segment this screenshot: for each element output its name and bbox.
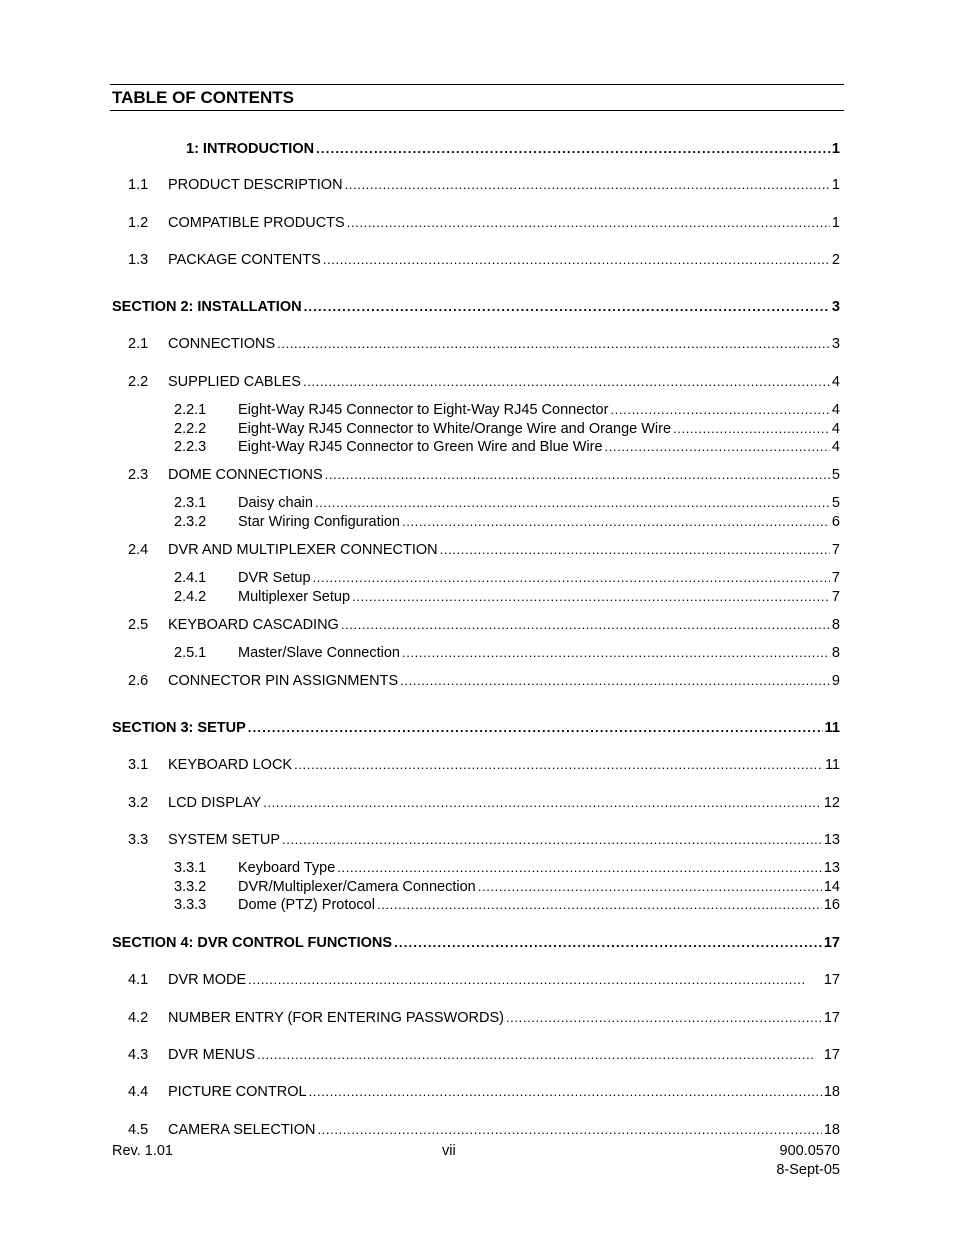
toc-entry[interactable] [174,878,840,896]
footer-date: 8-Sept-05 [776,1162,840,1178]
toc-entry-number: 3.3.1 [174,860,207,876]
toc-entry[interactable] [128,1009,840,1027]
toc-entry[interactable] [174,588,840,606]
toc-entry-label: NUMBER ENTRY (FOR ENTERING PASSWORDS) [168,1010,504,1026]
toc-entry-number: 4.4 [128,1084,149,1100]
toc-entry-label: DVR AND MULTIPLEXER CONNECTION [168,542,438,558]
toc-entry[interactable] [174,859,840,877]
toc-entry-page: 2 [831,252,840,268]
toc-entry[interactable] [128,971,840,989]
toc-entry-number: 2.3.1 [174,495,207,511]
toc-entry-page: 3 [831,299,840,315]
toc-entry[interactable] [174,438,840,456]
toc-entry-number: 2.2.1 [174,402,207,418]
toc-entry-label: SYSTEM SETUP [168,832,280,848]
toc-entry-page: 4 [831,402,840,418]
toc-entry-label: Daisy chain [238,495,313,511]
toc-entry-page: 12 [823,795,840,811]
dot-leader [610,401,829,419]
toc-entry[interactable] [128,831,840,849]
toc-entry-page: 11 [824,757,840,773]
toc-entry-page: 7 [831,542,840,558]
toc-entry[interactable] [174,494,840,512]
toc-entry-page: 4 [831,374,840,390]
dot-leader [248,971,822,989]
toc-entry-label: LCD DISPLAY [168,795,262,811]
toc-entry-number: 1.1 [128,177,149,193]
dot-leader [277,335,830,353]
toc-entry-page: 18 [823,1122,840,1138]
dot-leader [394,934,822,952]
dot-leader [303,373,830,391]
toc-entry[interactable] [128,1083,840,1101]
toc-entry-page: 5 [831,467,840,483]
toc-entry-page: 7 [831,589,840,605]
toc-entry-label: DOME CONNECTIONS [168,467,323,483]
toc-entry[interactable] [128,541,840,559]
toc-entry[interactable] [128,672,840,690]
toc-entry-label: CAMERA SELECTION [168,1122,316,1138]
toc-entry-label: DVR MODE [168,972,247,988]
toc-entry[interactable] [174,401,840,419]
toc-entry-number: 2.2.3 [174,439,207,455]
toc-entry[interactable] [112,719,840,737]
toc-entry-page: 17 [823,972,840,988]
dot-leader [325,466,830,484]
dot-leader [263,794,822,812]
toc-entry-page: 9 [831,673,840,689]
footer-page-number: vii [442,1143,456,1159]
dot-leader [317,1121,821,1139]
toc-entry[interactable] [128,794,840,812]
toc-entry-page: 3 [831,336,840,352]
toc-entry[interactable] [174,644,840,662]
toc-entry-number: 2.5 [128,617,149,633]
footer-doc-number: 900.0570 [779,1143,840,1159]
toc-entry-label: SUPPLIED CABLES [168,374,301,390]
toc-entry[interactable] [174,896,840,914]
toc-entry-page: 1 [831,177,840,193]
toc-entry[interactable] [128,251,840,269]
toc-entry[interactable] [128,616,840,634]
toc-entry-number: 4.3 [128,1047,149,1063]
dot-leader [316,140,830,158]
dot-leader [402,513,830,531]
toc-entry-number: 2.4.1 [174,570,207,586]
toc-entry-number: 1.3 [128,252,149,268]
dot-leader [345,176,830,194]
toc-entry-label: Keyboard Type [238,860,336,876]
toc-entry-label: SECTION 3: SETUP [112,720,246,736]
toc-entry-label: Eight-Way RJ45 Connector to White/Orange Wire and Orange Wire [238,421,672,437]
toc-entry-number: 3.3 [128,832,149,848]
dot-leader [337,859,822,877]
toc-entry[interactable] [128,176,840,194]
toc-entry[interactable] [174,569,840,587]
dot-leader [673,420,830,438]
toc-entry-number: 2.4 [128,542,149,558]
dot-leader [309,1083,822,1101]
page-title: TABLE OF CONTENTS [112,88,294,107]
toc-entry-label: KEYBOARD CASCADING [168,617,339,633]
dot-leader [313,569,830,587]
dot-leader [440,541,830,559]
dot-leader [400,672,830,690]
toc-entry-label: Eight-Way RJ45 Connector to Green Wire and Blue Wire [238,439,603,455]
toc-entry[interactable] [112,298,840,316]
toc-entry-number: 4.2 [128,1010,149,1026]
toc-entry-label: SECTION 2: INSTALLATION [112,299,302,315]
dot-leader [402,644,830,662]
toc-entry-page: 1 [831,215,840,231]
toc-entry-label: KEYBOARD LOCK [168,757,293,773]
toc-entry[interactable] [174,420,840,438]
toc-entry-page: 18 [823,1084,840,1100]
toc-entry-page: 13 [823,832,840,848]
toc-entry-number: 2.4.2 [174,589,207,605]
toc-entry[interactable] [128,756,840,774]
dot-leader [323,251,830,269]
toc-entry-number: 2.5.1 [174,645,207,661]
header-rule-top [110,84,844,85]
dot-leader [282,831,822,849]
toc-entry-page: 11 [824,720,840,736]
toc-entry-label: SECTION 4: DVR CONTROL FUNCTIONS [112,935,393,951]
toc-entry-number: 2.2 [128,374,149,390]
toc-entry-label: PRODUCT DESCRIPTION [168,177,343,193]
toc-entry-number: 2.2.2 [174,421,207,437]
toc-entry-label: PACKAGE CONTENTS [168,252,321,268]
toc-entry-label: Eight-Way RJ45 Connector to Eight-Way RJ45 Connector [238,402,609,418]
toc-entry-page: 14 [823,879,840,895]
toc-entry-label: DVR MENUS [168,1047,256,1063]
dot-leader [304,298,830,316]
toc-entry-page: 16 [823,897,840,913]
toc-entry[interactable] [128,373,840,391]
dot-leader [294,756,823,774]
toc-entry-number: 4.1 [128,972,149,988]
dot-leader [377,896,822,914]
toc-entry-label: Master/Slave Connection [238,645,400,661]
toc-entry-label: Dome (PTZ) Protocol [238,897,375,913]
dot-leader [478,878,822,896]
toc-entry-label: CONNECTOR PIN ASSIGNMENTS [168,673,399,689]
dot-leader [347,214,830,232]
toc-entry[interactable] [128,1121,840,1139]
toc-entry-number: 1.2 [128,215,149,231]
dot-leader [257,1046,822,1064]
toc-entry-label: PICTURE CONTROL [168,1084,307,1100]
toc-entry-number: 3.3.2 [174,879,207,895]
toc-entry-number: 2.3 [128,467,149,483]
dot-leader [341,616,830,634]
footer-revision: Rev. 1.01 [112,1143,173,1159]
toc-entry-page: 7 [831,570,840,586]
toc-entry-page: 4 [831,421,840,437]
toc-entry-number: 2.3.2 [174,514,207,530]
toc-entry-label: Star Wiring Configuration [238,514,400,530]
toc-entry-page: 8 [831,617,840,633]
toc-entry-page: 5 [831,495,840,511]
toc-entry-label: CONNECTIONS [168,336,276,352]
toc-entry[interactable] [174,513,840,531]
toc-entry[interactable] [186,140,840,158]
toc-entry[interactable] [112,934,840,952]
toc-entry-number: 4.5 [128,1122,149,1138]
toc-entry-number: 3.3.3 [174,897,207,913]
dot-leader [248,719,823,737]
toc-entry-page: 1 [831,141,840,157]
toc-entry-page: 17 [823,1010,840,1026]
toc-entry-page: 8 [831,645,840,661]
toc-entry[interactable] [128,214,840,232]
dot-leader [315,494,830,512]
toc-entry-page: 17 [823,1047,840,1063]
toc-entry-label: 1: INTRODUCTION [186,141,315,157]
toc-entry[interactable] [128,1046,840,1064]
toc-entry-label: COMPATIBLE PRODUCTS [168,215,345,231]
toc-entry-number: 3.2 [128,795,149,811]
toc-entry[interactable] [128,335,840,353]
toc-entry-label: Multiplexer Setup [238,589,351,605]
toc-entry-label: DVR Setup [238,570,311,586]
dot-leader [605,438,830,456]
toc-entry-number: 2.1 [128,336,149,352]
toc-entry-page: 13 [823,860,840,876]
toc-entry-number: 3.1 [128,757,149,773]
toc-entry-page: 17 [823,935,840,951]
header-rule-bottom [110,110,844,111]
toc-entry-label: DVR/Multiplexer/Camera Connection [238,879,476,895]
toc-entry-number: 2.6 [128,673,149,689]
dot-leader [352,588,830,606]
dot-leader [506,1009,822,1027]
toc-entry-page: 4 [831,439,840,455]
toc-entry-page: 6 [831,514,840,530]
toc-entry[interactable] [128,466,840,484]
